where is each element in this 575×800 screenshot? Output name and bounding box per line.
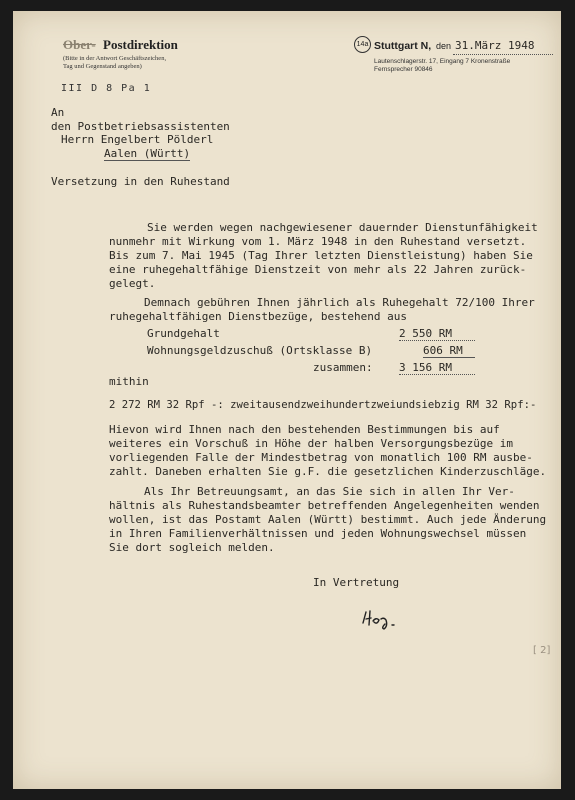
handwritten-signature-icon: [360, 607, 404, 631]
body-line: zahlt. Daneben erhalten Sie g.F. die gesetzlichen Kinderzuschläge.: [109, 465, 547, 478]
table-label: Grundgehalt: [147, 327, 220, 340]
body-line: Hievon wird Ihnen nach den bestehenden Bestimmungen bis auf: [109, 423, 500, 436]
letter-page: [13, 11, 561, 789]
body-line: ruhegehaltfähigen Dienstbezüge, bestehend aus: [109, 310, 408, 323]
recipient-line1: den Postbetriebsassistenten: [51, 120, 230, 133]
date-line: [453, 54, 553, 55]
city: Stuttgart N,: [374, 40, 432, 52]
closing: In Vertretung: [313, 576, 400, 589]
mithin: mithin: [109, 375, 149, 388]
body-line: Demnach gebühren Ihnen jährlich als Ruhegehalt 72/100 Ihrer: [144, 296, 535, 309]
body-line: eine ruhegehaltfähige Dienstzeit von mehr als 22 Jahren zurück-: [109, 263, 527, 276]
recipient-an: An: [51, 106, 65, 119]
recipient-line2: Herrn Engelbert Pölderl: [61, 133, 214, 146]
body-line: weiteres ein Vorschuß in Höhe der halben Versorgungsbezüge im: [109, 437, 513, 450]
body-line: in Ihren Familienverhältnissen und jeden Wohnungswechsel müssen: [109, 527, 527, 540]
reference-code: III D 8 Pa 1: [61, 83, 152, 94]
table-amount: 3 156 RM: [399, 361, 475, 375]
city-badge-icon: 14a: [354, 36, 371, 53]
subject: Versetzung in den Ruhestand: [51, 175, 230, 188]
body-line: Sie werden wegen nachgewiesener dauernder Dienstunfähigkeit: [147, 221, 538, 234]
date-prefix: den: [436, 41, 452, 51]
table-amount: 2 550 RM: [399, 327, 475, 341]
margin-mark: [ 2]: [533, 645, 551, 656]
body-line: Als Ihr Betreuungsamt, an das Sie sich in allen Ihr Ver-: [144, 485, 515, 498]
sender-address: Lautenschlagerstr. 17, Eingang 7 Kronenstraße Fernsprecher 90846: [374, 58, 511, 73]
reference-note: (Bitte in der Antwort Geschäftszeichen, Tag und Gegenstand angeben): [63, 55, 167, 70]
body-line: vorliegenden Falle der Mindestbetrag von monatlich 100 RM ausbe-: [109, 451, 533, 464]
table-amount: 606 RM: [423, 344, 475, 358]
body-line: Sie dort sogleich melden.: [109, 541, 275, 554]
letter-date: 31.März 1948: [455, 39, 535, 52]
office-struck: Ober-: [63, 37, 96, 52]
total-amount-line: 2 272 RM 32 Rpf -: zweitausendzweihundertzweiundsiebzig RM 32 Rpf:-: [109, 399, 537, 411]
table-label: zusammen:: [313, 361, 373, 374]
body-line: gelegt.: [109, 277, 156, 290]
body-line: Bis zum 7. Mai 1945 (Tag Ihrer letzten Dienstleistung) haben Sie: [109, 249, 533, 262]
body-line: nunmehr mit Wirkung vom 1. März 1948 in den Ruhestand versetzt.: [109, 235, 527, 248]
office-name: Postdirektion: [103, 37, 178, 52]
body-line: hältnis als Ruhestandsbeamter betreffenden Angelegenheiten wenden: [109, 499, 540, 512]
table-label: Wohnungsgeldzuschuß (Ortsklasse B): [147, 344, 373, 357]
recipient-line3: Aalen (Württ): [104, 147, 191, 160]
body-line: wollen, ist das Postamt Aalen (Württ) bestimmt. Auch jede Änderung: [109, 513, 547, 526]
